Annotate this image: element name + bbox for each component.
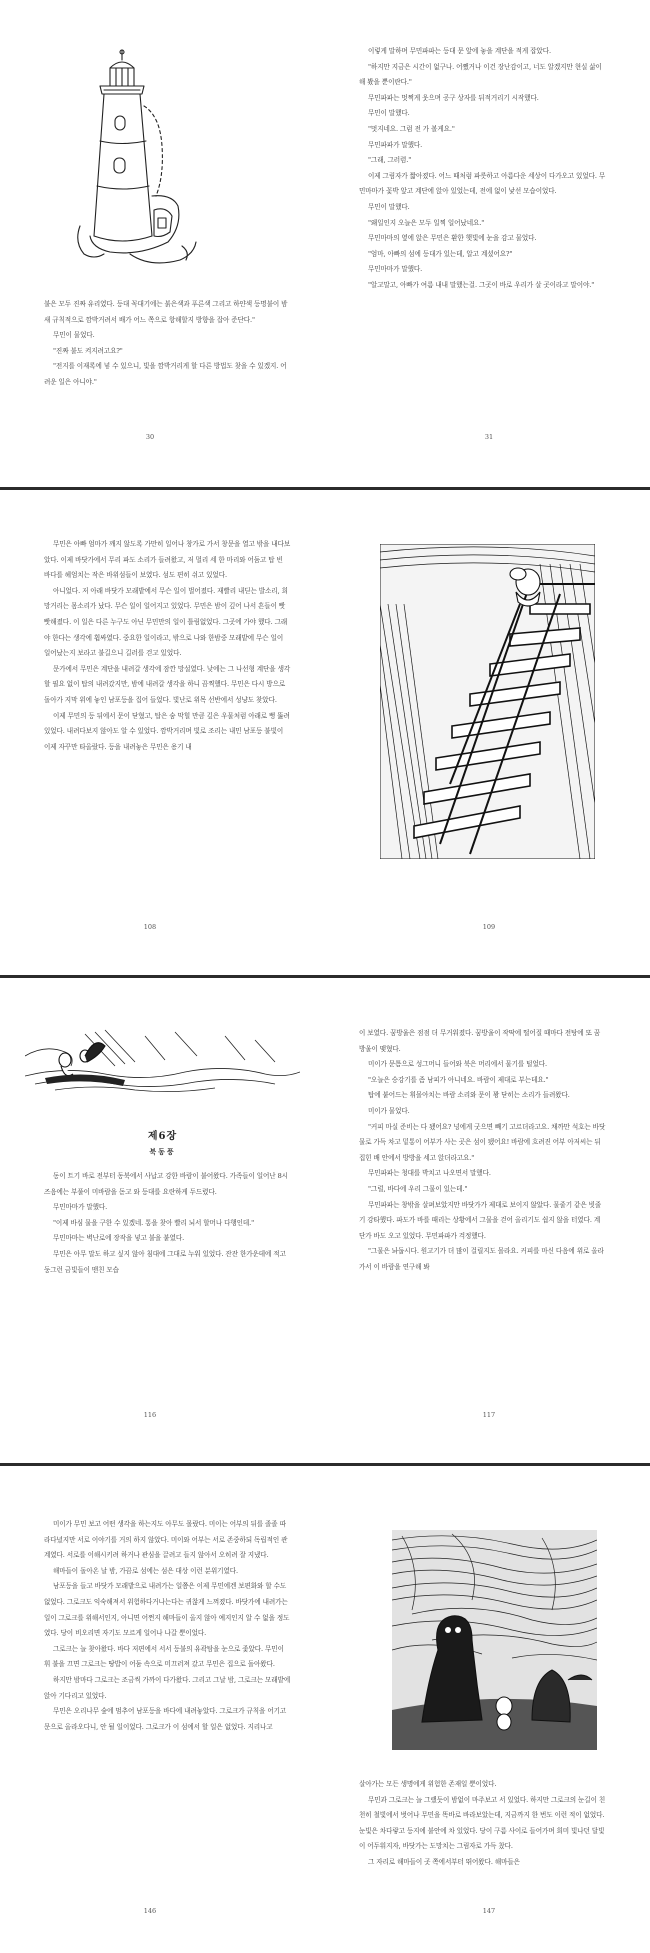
stormy-sea-illustration (25, 1026, 300, 1096)
spread-2 (0, 491, 650, 971)
page-number: 108 (143, 923, 157, 931)
paragraph: 무민마마는 벽난로에 장작을 넣고 불을 붙였다. (53, 1234, 185, 1243)
paragraph: 문가에서 무민은 계단을 내려갈 생각에 잠깐 망설였다. 낮에는 그 나선형 계단을 생각할 필요 없이 탑의 내려갔지만, 밤에 내려갈 생각을 하니 끔찍했다. 무민은 다시 방으로 돌아가 지막 위에 놓인 남포등을 집어 들었다. 빛난로 위목 선반에서 성냥도 찾았다. (44, 664, 291, 704)
page-109 (325, 491, 650, 971)
paragraph: "오늘은 승강기를 좀 남피가 아니네요. 바람이 제대로 부는데요." (368, 1075, 549, 1084)
paragraph: 아니었다. 저 아래 바닷가 모래밭에서 무슨 일이 벌어졌다. 재빨리 내딛는 발소리, 희망거리는 몸소리가 났다. 무슨 일이 일어지고 있었다. 무민은 밤이 깊어 나서 흔들이 빳빳해졌다. 이 일은 다른 누구도 아닌 무민만의 일이 틀림없었다. 그곳에 가야 했다. 그래야 한다는 생각에 휩싸였다. 중요한 일이라고, 밖으로 나와 한밤중 모래밭에 무슨 일이 일어났는지 보라고 불길으니 길러를 걷고 있었다. (44, 586, 288, 658)
page-number: 30 (145, 433, 155, 441)
paragraph: 불은 모두 진짜 유리였다. 등대 꼭대기에는 붉은색과 푸른색 그리고 하얀색 등명불이 밤새 규칙적으로 깜박거려서 배가 어느 쪽으로 항해할지 방향을 잡아 준단다." (44, 300, 288, 324)
paragraph: 이제 무민의 등 뒤에서 문이 닫혔고, 탑은 숨 막힐 만큼 깊은 우물처럼 아래로 뻥 뚫려 있었다. 내려다보지 않아도 알 수 있었다. 깜박거리며 빛로 조리는 내민 남포등 불빛이 이제 자꾸만 타올랐다. 등을 내려놓은 무민은 용기 내 (44, 711, 290, 751)
paragraph: "그물은 놔둡시다. 원고기가 더 많이 걸릴지도 몰라요. 커피를 마신 다음에 위로 올라가서 이 바람을 연구해 봐 (359, 1247, 604, 1271)
paragraph: "전지를 이재록에 넣 수 있으니, 빛을 깜박거리게 할 다른 방법도 찾을 수 있겠지. 어려운 일은 아니야." (44, 362, 287, 386)
page-147 (325, 1467, 650, 1947)
paragraph: 이 보였다. 꿈방울은 점점 더 무거워졌다. 꿈방울이 작딱에 떨어질 때마다 전탕에 또 꿈방울이 맺혔다. (359, 1029, 601, 1053)
paragraph: 무민파파가 말했다. (368, 140, 423, 149)
page-108 (0, 491, 325, 971)
paragraph: "진짜 불도 켜지려고요?" (53, 346, 123, 355)
paragraph: 남포등을 들고 바닷가 모래밭으로 내려가는 일쯤은 이제 무민에겐 보편화와 할 수도 없었다. 그로크도 익숙해져서 위험하다거나는다는 귀찮게 느껴졌다. 바닷가에 내려가는 일이 그로크를 위해서인지, 아니면 어쩐지 해마들이 올지 않아 예지인지 알 수 없을 정도였다. 당이 비오리면 자기도 모르게 일어나 나갈 뿐이었다. (44, 1582, 290, 1638)
paragraph: 무민이 말했다. (368, 202, 410, 211)
page-31 (325, 0, 650, 480)
paragraph: 미이가 물었다. (368, 1106, 410, 1115)
page-117-text (359, 1026, 606, 1276)
spread-4 (0, 1467, 650, 1947)
spread-3 (0, 979, 650, 1459)
paragraph: 미이가 무민 보고 어떤 생각을 하는지도 아무도 몰랐다. 미이는 어부의 뒤를 졸졸 따라다녔지만 서로 이야기를 거의 하지 않았다. 미이와 어부는 서로 존중하되 독립적인 관계였다. 서로를 이해시키려 하거나 관심을 끌려고 들지 않아서 오히려 잘 지냈다. (44, 1520, 288, 1560)
paragraph: 무민마마의 옆에 앉은 무민은 환한 햇빛에 눈을 감고 물었다. (368, 234, 537, 243)
page-146-text (44, 1517, 291, 1735)
paragraph: 무민파파는 창밖을 살펴보았지만 바닷가가 제대로 보이지 않았다. 물줄기 같은 빗줄기 강타했다. 파도가 바를 때리는 상황에서 그물을 걷어 올리기도 쉽지 않을 터였다. 계단가 바도 오고 있었다. 무민파파가 걱정했다. (359, 1200, 602, 1240)
spread-divider (0, 1463, 650, 1466)
paragraph: 무민이 물었다. (53, 331, 95, 340)
paragraph: "그럴, 바다에 우리 그물이 있는데." (368, 1184, 468, 1193)
page-147-text (359, 1777, 606, 1871)
paragraph: "이제 바심 물을 구한 수 있겠네. 통을 찾아 빨리 뇌서 할머나 다행인데." (53, 1218, 255, 1227)
paragraph: "커피 마실 준비는 다 됐어요? 넝에게 굿으면 빼기 고르더라고요. 채까만 석호는 바닷물로 가득 차고 밑통이 어부가 사는 곳은 섬이 됐어요! 바람에 흐려진 어부 아저씨는 뒤집힌 배 안에서 방방을 세고 앉더라고요." (359, 1122, 606, 1162)
page-number: 31 (484, 433, 494, 441)
paragraph: 무민파파는 청대를 박치고 나오면서 말했다. (368, 1169, 491, 1178)
page-number: 116 (143, 1411, 157, 1419)
paragraph: 이렇게 말하며 무민파파는 등대 문 앞에 놓을 계단을 적게 잡았다. (368, 47, 551, 55)
page-116 (0, 979, 325, 1459)
paragraph: "왜일인지 오늘은 모두 일찍 일어났네요." (368, 218, 485, 227)
paragraph: 탑에 붙어드는 휘몰아치는 바람 소리와 문이 꽝 닫히는 소리가 들려왔다. (368, 1091, 570, 1100)
paragraph: "멋지네요. 그럼 전 가 볼게요." (368, 124, 455, 133)
page-number: 147 (482, 1907, 496, 1915)
page-30-text (44, 297, 291, 391)
page-number: 146 (143, 1907, 157, 1915)
page-146 (0, 1467, 325, 1947)
paragraph: 이제 그림자가 짧아졌다. 어느 때처럼 파릇하고 아름다운 세상이 다가오고 있었다. 무민마마가 꽃박 앞고 계단에 앉아 있었는데, 전에 없이 낯선 모습이었다. (359, 171, 606, 196)
paragraph: 그로크는 늘 찾아왔다. 바다 저편에서 서서 등불의 유곽탐을 눈으로 좇았다. 무민이 휘 불을 끄면 그로크는 땅밥이 어둠 속으로 미끄러져 갔고 무민은 집으로 돌아왔다. (44, 1644, 284, 1669)
spread-divider (0, 975, 650, 978)
spread-divider (0, 487, 650, 490)
paragraph: 동이 트기 바로 전부터 동북에서 사납고 강한 바람이 불어왔다. 가족들이 일어난 8시즈음에는 부풀이 미바람을 돋고 와 등대를 요란하게 두드렸다. (44, 1172, 288, 1196)
paragraph: 무민마마가 말했다. (368, 265, 423, 274)
paragraph: 무민은 오리나무 숲에 멈추어 남포등을 바다에 내려놓았다. 그로크가 규칙을 어기고 문으로 올라오다니, 안 될 일이었다. 그로크가 이 섬에서 할 일은 없었다. 지리나고 (44, 1707, 287, 1731)
page-number: 109 (482, 923, 496, 931)
paragraph: "그래, 그러렴." (368, 156, 412, 165)
chapter-subtitle: 북동풍 (149, 1147, 176, 1156)
paragraph: 살아가는 모든 생명에게 위험한 존재일 뿐이었다. (359, 1780, 497, 1788)
paragraph: 무민과 그로크는 늘 그랬듯이 밤없이 마주보고 서 있었다. 하지만 그로크의 눈길이 친천히 철빛에서 벗어나 무민을 똑바로 바라보았는데, 지금까지 한 번도 이런 적이 없었다. 눈빛은 차다랗고 등지에 불안에 차 있었다. 당이 구름 사이로 들어가며 희미 빛나던 달빛이 어두워지자, 바닷가는 도망치는 그림자로 가득 찼다. (359, 1795, 606, 1851)
paragraph: 무민마마가 말했다. (53, 1203, 108, 1212)
paragraph: 무민은 아빠 엄마가 깨지 않도록 가만히 일어나 창가로 가서 창문을 열고 밖을 내다보았다. 이제 바닷가에서 무리 파도 소리가 들려왔고, 저 멀리 세 한 마리와 어둠고 탑 빈 바다를 헤엄치는 작은 바위섬들이 보였다. 섬도 편히 쉬고 있었다. (44, 540, 291, 580)
paragraph: 하지만 밤마다 그로크는 조금씩 가까이 다가왔다. 그리고 그날 밤, 그로크는 모래밭에 앉아 기다리고 있었다. (44, 1675, 291, 1700)
page-116-text (44, 1169, 291, 1278)
chapter-title: 제6장 (147, 1131, 178, 1142)
page-number: 117 (482, 1411, 496, 1419)
page-108-text (44, 537, 291, 755)
page-30 (0, 0, 325, 480)
spread-1 (0, 0, 650, 480)
page-31-text (359, 44, 606, 294)
paragraph: 해마들이 돌아온 날 밤, 가끔로 섬에는 섬은 대상 이런 분위기였다. (53, 1566, 238, 1575)
paragraph: 그 자리로 해마들이 곳 쪽에서부터 뛰어왔다. 해마들은 (368, 1857, 520, 1866)
groke-storm-illustration (392, 1530, 597, 1750)
staircase-illustration (380, 544, 595, 859)
paragraph: "하지만 지금은 시간이 없구나. 어쨌거나 이건 장난감이고, 너도 알겠지만 현실 삶이 해 봤을 뿐이란다." (359, 62, 602, 87)
paragraph: 미이가 문틈으로 성그머니 들어와 북은 머리에서 물기를 털었다. (368, 1060, 547, 1069)
paragraph: 무민파파는 멋쩍게 웃으며 공구 상자를 뒤적거리기 시작했다. (368, 93, 539, 102)
paragraph: 무민이 말했다. (368, 109, 410, 118)
paragraph: "엄마, 아빠의 섬에 등대가 있는데, 알고 계셨어요?" (368, 249, 513, 258)
page-117 (325, 979, 650, 1459)
paragraph: 무민은 아무 말도 하고 싶지 않아 침대에 그대로 누워 있었다. 잔잔 한가운데에 적고 둥그런 금빛들이 맨친 모습 (44, 1249, 286, 1274)
paragraph: "알고말고, 아빠가 여름 내내 말했는걸. 그곳이 바로 우리가 살 곳이라고 말이야." (368, 280, 595, 289)
lighthouse-illustration (70, 46, 220, 276)
